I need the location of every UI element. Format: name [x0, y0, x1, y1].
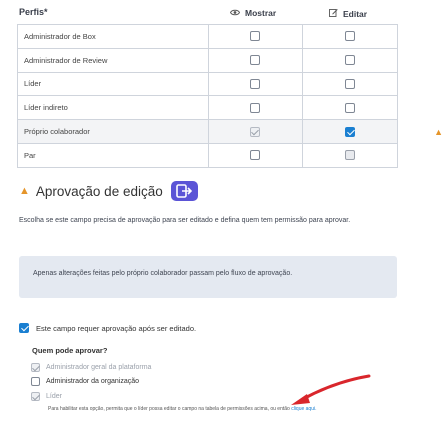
info-text: Apenas alterações feitas pelo próprio colaborador passam pelo fluxo de aprovação. — [33, 270, 293, 277]
table-row — [18, 120, 398, 144]
edit-checkbox[interactable] — [345, 103, 355, 113]
editar-column-header — [329, 8, 367, 19]
eye-icon — [230, 8, 240, 18]
show-checkbox-disabled — [250, 127, 260, 137]
permissions-table — [17, 24, 443, 168]
table-row — [18, 48, 398, 72]
approval-title: Aprovação de edição — [35, 183, 163, 199]
table-row — [18, 96, 398, 120]
option-label: Administrador da organização — [46, 378, 139, 385]
show-checkbox[interactable] — [250, 31, 260, 41]
option-admin-organizacao[interactable] — [31, 377, 139, 386]
red-arrow-annotation — [285, 370, 375, 410]
approval-section-title — [19, 181, 198, 201]
show-checkbox[interactable] — [250, 150, 260, 160]
click-here-link[interactable]: clique aqui. — [291, 406, 317, 412]
edit-checkbox[interactable] — [345, 79, 355, 89]
edit-checkbox[interactable] — [345, 55, 355, 65]
profile-name: Líder — [18, 72, 209, 96]
option-checkbox[interactable] — [31, 377, 40, 386]
show-checkbox[interactable] — [250, 55, 260, 65]
mostrar-label: Mostrar — [245, 8, 277, 18]
edit-checkbox-checked[interactable] — [345, 127, 355, 137]
option-label: Líder — [46, 393, 62, 400]
requires-approval-checkbox[interactable] — [19, 323, 29, 333]
table-row — [18, 25, 398, 49]
warning-icon: ▲ — [434, 126, 443, 137]
table-row — [18, 143, 398, 167]
exit-icon[interactable] — [171, 181, 198, 201]
perfis-header: Perfis* — [19, 7, 48, 17]
option-lider — [31, 392, 62, 401]
mostrar-column-header — [230, 8, 276, 18]
edit-checkbox[interactable] — [345, 31, 355, 41]
requires-approval-row[interactable] — [19, 323, 196, 333]
edit-checkbox[interactable] — [345, 150, 355, 160]
help-text-body: Para habilitar esta opção, permita que o líder possa editar o campo na tabela de permissões acima, ou então — [48, 406, 290, 412]
profile-name: Administrador de Review — [18, 48, 209, 72]
profile-name: Par — [18, 143, 209, 167]
editar-label: Editar — [343, 8, 368, 19]
option-checkbox-disabled — [31, 363, 40, 372]
warning-icon: ▲ — [19, 185, 30, 197]
profile-name: Próprio colaborador — [18, 120, 209, 144]
show-checkbox[interactable] — [250, 79, 260, 89]
option-checkbox-disabled — [31, 392, 40, 401]
approval-description: Escolha se este campo precisa de aprovação para ser editado e defina quem tem permissão para aprovar. — [19, 217, 351, 224]
info-box — [19, 256, 397, 298]
option-admin-geral — [31, 363, 151, 372]
requires-approval-label: Este campo requer aprovação após ser editado. — [36, 323, 197, 333]
edit-icon — [329, 8, 338, 19]
show-checkbox[interactable] — [250, 103, 260, 113]
table-row — [18, 72, 398, 96]
profile-name: Administrador de Box — [18, 25, 209, 49]
option-label: Administrador geral da plataforma — [46, 364, 152, 371]
profile-name: Líder indireto — [18, 96, 209, 120]
who-can-approve-label: Quem pode aprovar? — [32, 346, 108, 355]
